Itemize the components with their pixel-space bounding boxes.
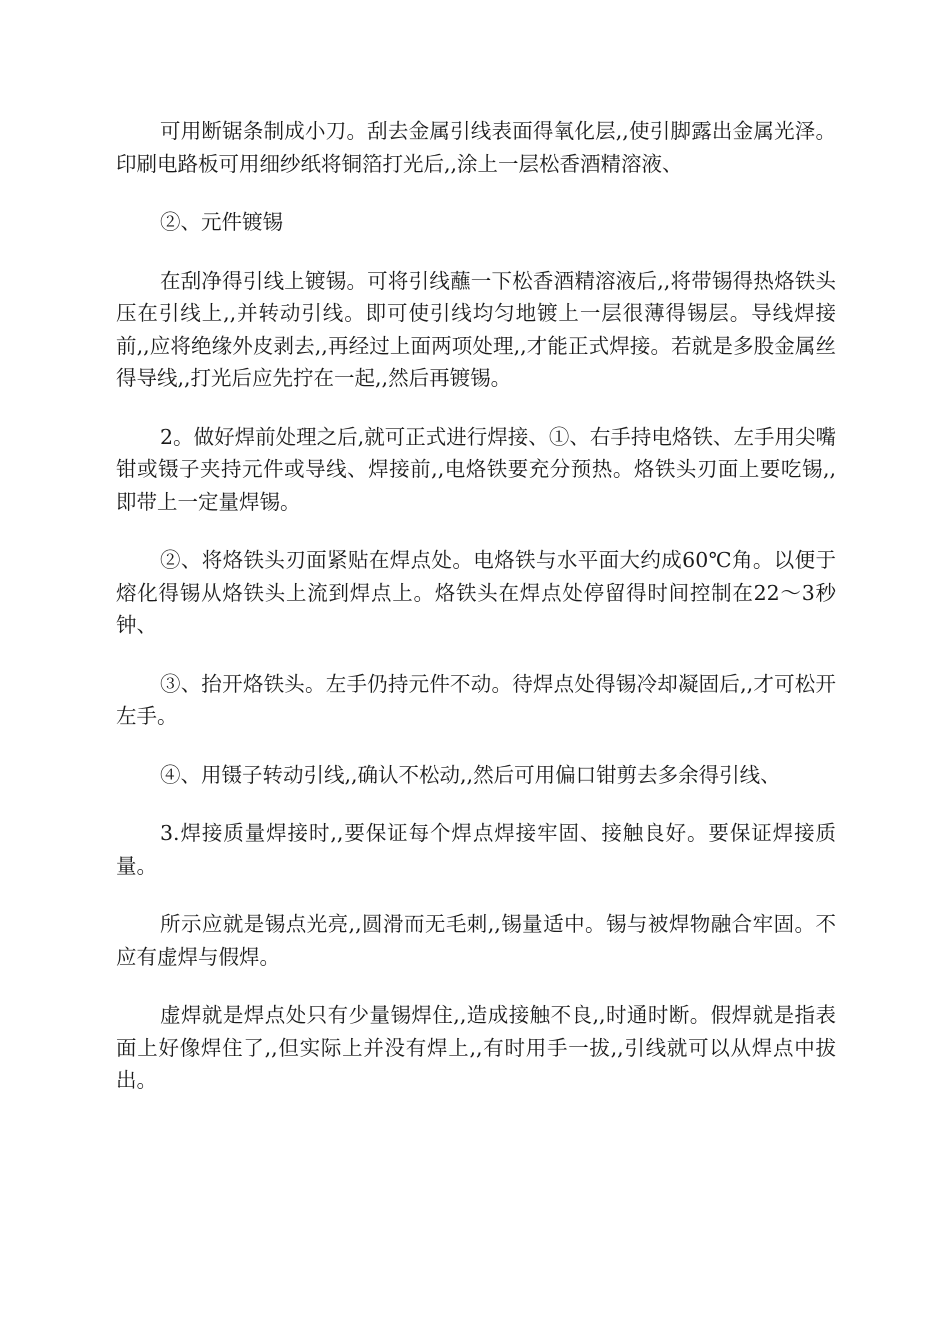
paragraph-quality-criteria: 所示应就是锡点光亮,,圆滑而无毛刺,,锡量适中。锡与被焊物融合牢固。不应有虚焊与假焊。 bbox=[116, 912, 836, 969]
paragraph-prep-cleaning: 可用断锯条制成小刀。刮去金属引线表面得氧化层,,使引脚露出金属光泽。印刷电路板可用细纱纸将铜箔打光后,,涂上一层松香酒精溶液、 bbox=[116, 119, 836, 176]
paragraph-tinning-heading: ②、元件镀锡 bbox=[160, 210, 283, 234]
document-page bbox=[116, 115, 836, 1123]
paragraph-soldering-step-1: 2。做好焊前处理之后,就可正式进行焊接、①、右手持电烙铁、左手用尖嘴钳或镊子夹持元件或导线、焊接前,,电烙铁要充分预热。烙铁头刃面上要吃锡,,即带上一定量焊锡。 bbox=[116, 424, 836, 514]
paragraph-quality-heading: 3.焊接质量焊接时,,要保证每个焊点焊接牢固、接触良好。要保证焊接质量。 bbox=[116, 821, 836, 878]
paragraph-tinning-steps: 在刮净得引线上镀锡。可将引线蘸一下松香酒精溶液后,,将带锡得热烙铁头压在引线上,,并转动引线。即可使引线均匀地镀上一层很薄得锡层。导线焊接前,,应将绝缘外皮剥去,,再经过上面两项处理,,才能正式焊接。若就是多股金属丝得导线,,打光后应先拧在一起,,然后再镀锡。 bbox=[116, 268, 836, 390]
paragraph-soldering-step-4: ④、用镊子转动引线,,确认不松动,,然后可用偏口钳剪去多余得引线、 bbox=[160, 762, 781, 787]
paragraph-soldering-step-3: ③、抬开烙铁头。左手仍持元件不动。待焊点处得锡冷却凝固后,,才可松开左手。 bbox=[116, 671, 836, 728]
paragraph-cold-joint: 虚焊就是焊点处只有少量锡焊住,,造成接触不良,,时通时断。假焊就是指表面上好像焊住了,,但实际上并没有焊上,,有时用手一拔,,引线就可以从焊点中拔出。 bbox=[116, 1003, 836, 1092]
paragraph-soldering-step-2: ②、将烙铁头刃面紧贴在焊点处。电烙铁与水平面大约成60℃角。以便于熔化得锡从烙铁头上流到焊点上。烙铁头在焊点处停留得时间控制在22～3秒钟、 bbox=[116, 548, 836, 637]
